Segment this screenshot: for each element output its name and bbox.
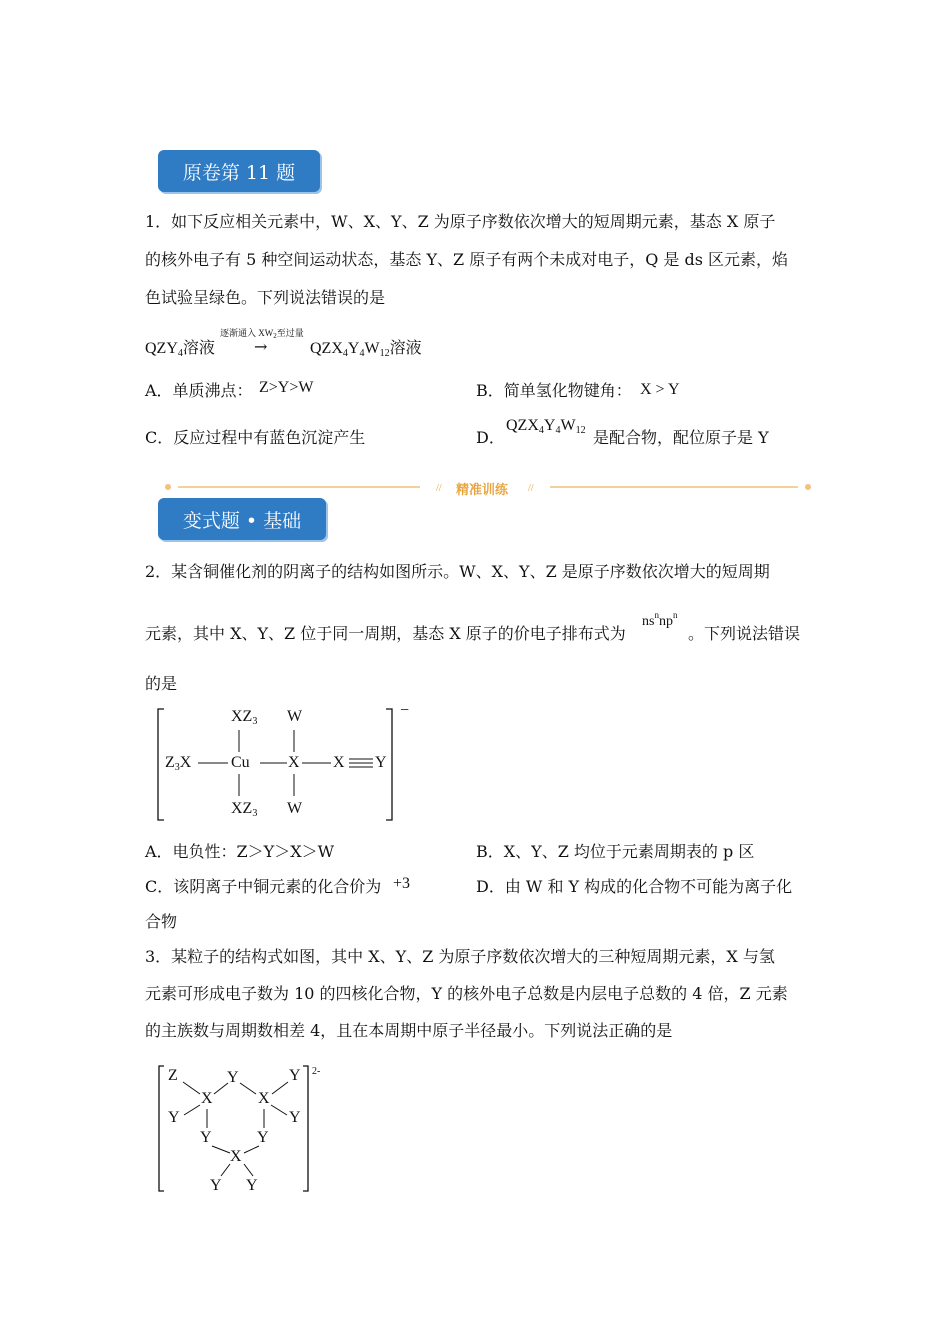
q3-atom-y-top: Y: [227, 1069, 239, 1086]
q2-line2-pre: 元素，其中 X、Y、Z 位于同一周期，基态 X 原子的价电子排布式为: [145, 624, 626, 643]
q2-atom-left: $Z_3X$: [165, 754, 192, 773]
section-badge-original: [158, 150, 320, 192]
q3-atom-y-left: Y: [168, 1109, 180, 1126]
q1-reactant: $QZY_4$溶液: [145, 340, 215, 359]
q1-line2: 的核外电子有 5 种空间运动状态，基态 Y、Z 原子有两个未成对电子，Q 是 ds 区元素，焰: [145, 250, 789, 269]
q3-atom-x2: X: [258, 1090, 270, 1107]
q3-charge: 2-: [312, 1066, 321, 1077]
q1-line3: 色试验呈绿色。下列说法错误的是: [145, 288, 386, 307]
q2-atom-center-x: X: [288, 754, 300, 771]
q1-option-d-formula: $QZX_4Y_4W_{12}$: [506, 417, 586, 436]
q2-atom-top-right: W: [287, 708, 303, 725]
q3-line2: 元素可形成电子数为 10 的四核化合物，Y 的核外电子总数是内层电子总数的 4 倍，Z 元素: [145, 984, 788, 1003]
q1-option-a: A．单质沸点：: [145, 381, 253, 400]
q1-option-c: C．反应过程中有蓝色沉淀产生: [145, 428, 366, 447]
q2-line3: 的是: [145, 674, 178, 693]
q2-option-c-value: +3: [393, 875, 411, 892]
svg-text://: //: [528, 483, 534, 494]
q1-line1: 1．如下反应相关元素中，W、X、Y、Z 为原子序数依次增大的短周期元素，基态 X 原子: [145, 212, 776, 231]
q1-reaction-arrow: →: [254, 337, 268, 356]
badge-label: 原卷第 11 题: [182, 161, 296, 184]
q2-charge: −: [400, 702, 410, 719]
q1-condition: 逐渐通入 $XW_2$至过量: [220, 328, 304, 340]
q3-line1: 3．某粒子的结构式如图，其中 X、Y、Z 为原子序数依次增大的三种短周期元素，X 与氢: [145, 947, 775, 966]
q1-option-b: B．简单氢化物键角：: [476, 381, 632, 400]
q3-atom-y-bottom-left: Y: [210, 1177, 222, 1194]
section-badge-variant: [158, 498, 326, 540]
q3-atom-y-right: Y: [289, 1109, 301, 1126]
q3-atom-z: Z: [168, 1067, 178, 1084]
q2-line1: 2．某含铜催化剂的阴离子的结构如图所示。W、X、Y、Z 是原子序数依次增大的短周期: [145, 562, 770, 581]
q1-product: $QZX_4Y_4W_{12}$溶液: [310, 340, 422, 359]
divider-label: 精准训练: [456, 483, 509, 498]
q2-option-b: B．X、Y、Z 均位于元素周期表的 p 区: [476, 842, 755, 861]
q3-atom-x3: X: [230, 1148, 242, 1165]
q2-option-c: C．该阴离子中铜元素的化合价为: [145, 877, 382, 896]
q2-line2-post: 。下列说法错误: [688, 624, 801, 643]
q2-atom-bottom-right: W: [287, 800, 303, 817]
q2-atom-right-x: X: [333, 754, 345, 771]
q3-atom-x1: X: [201, 1090, 213, 1107]
q1-option-a-formula: Z>Y>W: [259, 379, 314, 396]
q2-option-d-cont: 合物: [145, 912, 178, 931]
q3-atom-y-bottom-right: Y: [246, 1177, 258, 1194]
q1-option-d-text: 是配合物，配位原子是 Y: [593, 428, 769, 447]
q2-atom-bottom-left: $XZ_3$: [231, 800, 258, 819]
q2-option-d: D．由 W 和 Y 构成的化合物不可能为离子化: [476, 877, 793, 896]
q2-electron-config: $ns^nnp^n$: [642, 610, 678, 629]
q2-option-a: A．电负性：Z＞Y＞X＞W: [145, 842, 335, 861]
q1-option-d-label: D．: [476, 428, 505, 447]
q2-atom-right-y: Y: [375, 754, 387, 771]
q3-line3: 的主族数与周期数相差 4，且在本周期中原子半径最小。下列说法正确的是: [145, 1021, 673, 1040]
badge-label: 变式题 • 基础: [182, 509, 302, 532]
q3-atom-y-top-right: Y: [289, 1067, 301, 1084]
svg-text://: //: [436, 483, 442, 494]
q3-atom-y-mid-left: Y: [200, 1129, 212, 1146]
q1-option-b-formula: X > Y: [640, 381, 680, 398]
q2-atom-cu: Cu: [231, 754, 250, 771]
q3-atom-y-mid-right: Y: [257, 1129, 269, 1146]
q2-atom-top-left: $XZ_3$: [231, 708, 258, 727]
